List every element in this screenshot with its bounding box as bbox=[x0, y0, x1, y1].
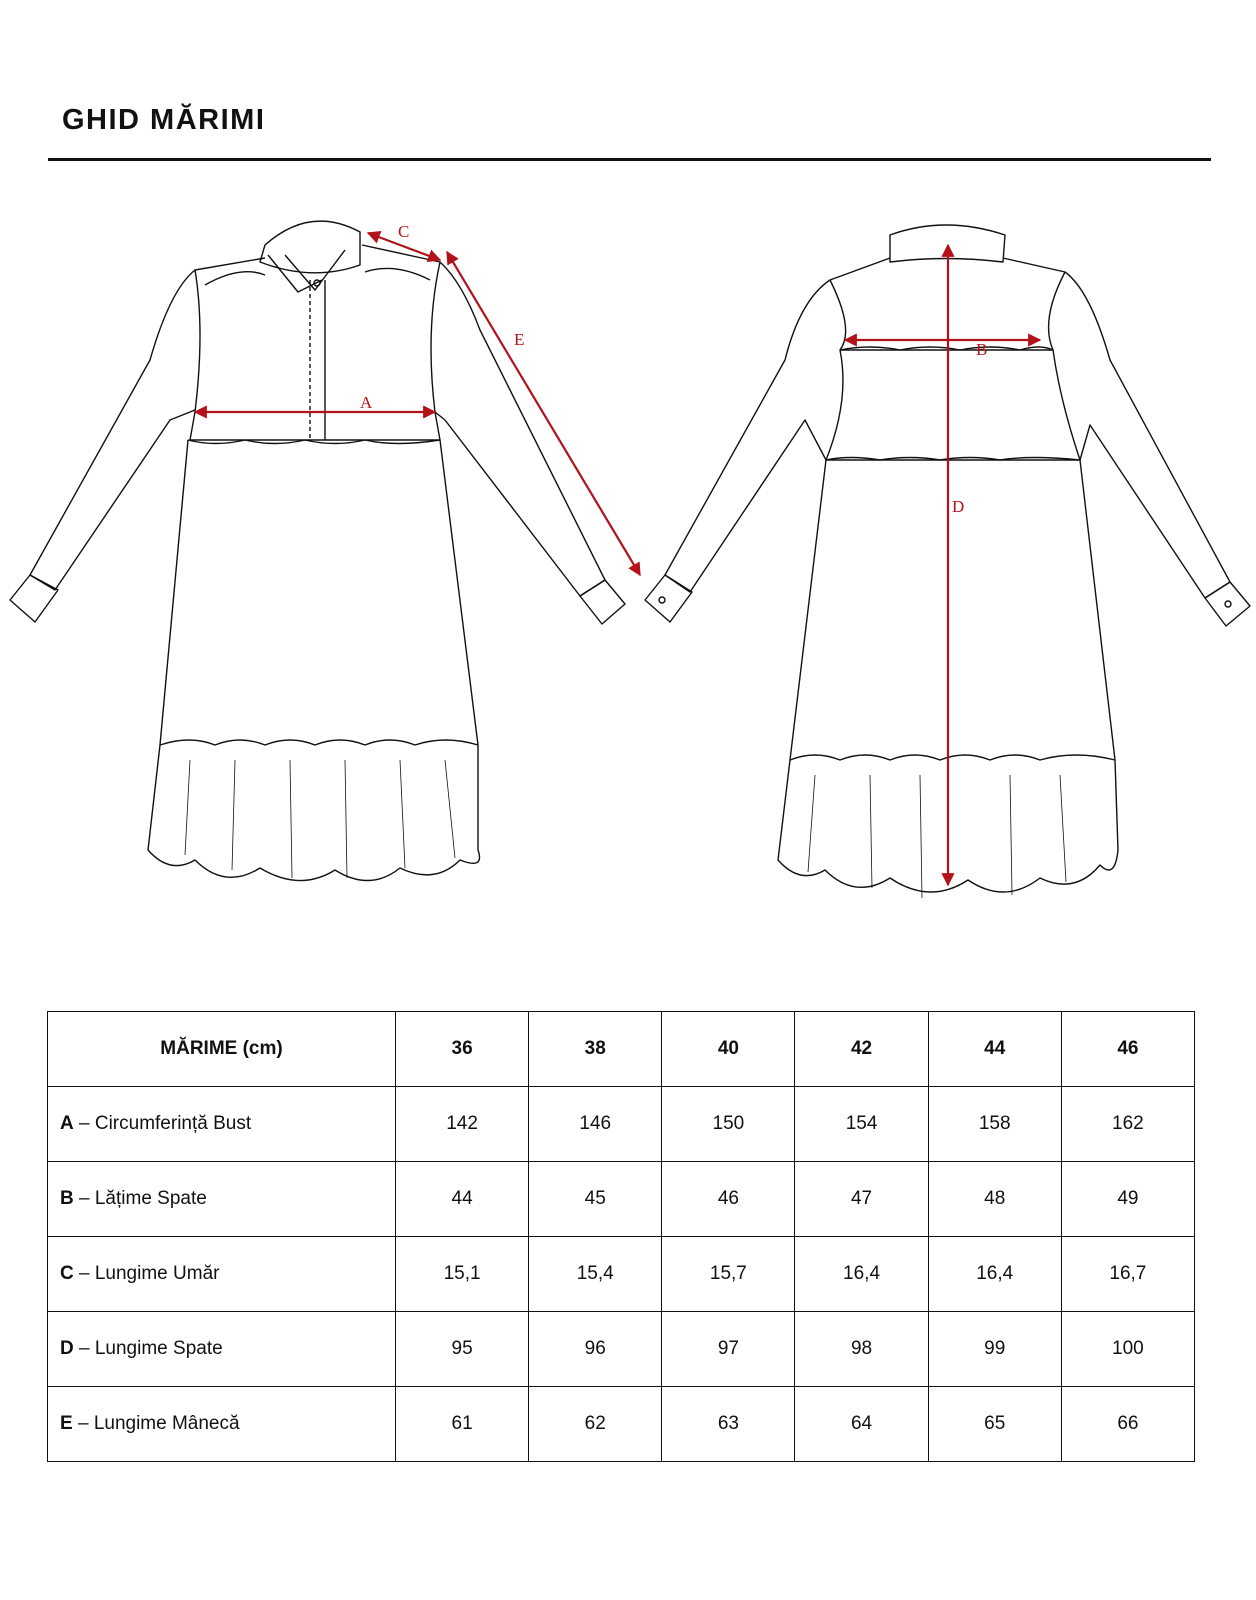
row-name: – Circumferință Bust bbox=[79, 1113, 252, 1134]
front-ruffle bbox=[148, 745, 480, 881]
row-code: A bbox=[60, 1113, 74, 1134]
table-header-size: 36 bbox=[396, 1012, 529, 1087]
table-cell: 61 bbox=[396, 1387, 529, 1462]
measure-line-e bbox=[447, 252, 640, 575]
measure-label-e: E bbox=[514, 330, 525, 349]
title-divider bbox=[48, 158, 1211, 161]
row-label bbox=[48, 1387, 396, 1462]
dress-technical-drawing bbox=[0, 195, 1256, 930]
measure-label-c: C bbox=[398, 222, 410, 241]
table-cell: 63 bbox=[662, 1387, 795, 1462]
table-row bbox=[48, 1312, 1195, 1387]
table-cell: 158 bbox=[928, 1087, 1061, 1162]
table-cell: 16,7 bbox=[1061, 1237, 1194, 1312]
row-label bbox=[48, 1087, 396, 1162]
front-collar bbox=[260, 221, 360, 273]
back-right-cuff bbox=[1205, 582, 1250, 626]
page-title: GHID MĂRIMI bbox=[62, 104, 266, 136]
table-header-size: 38 bbox=[529, 1012, 662, 1087]
measurement-lines bbox=[195, 233, 1040, 885]
table-cell: 47 bbox=[795, 1162, 928, 1237]
table-row bbox=[48, 1087, 1195, 1162]
front-skirt bbox=[160, 440, 478, 745]
row-code: C bbox=[60, 1263, 74, 1284]
row-code: B bbox=[60, 1188, 74, 1209]
table-header-size: 42 bbox=[795, 1012, 928, 1087]
table-row bbox=[48, 1162, 1195, 1237]
table-cell: 162 bbox=[1061, 1087, 1194, 1162]
table-cell: 62 bbox=[529, 1387, 662, 1462]
back-left-sleeve bbox=[665, 280, 830, 592]
front-right-sleeve bbox=[435, 262, 605, 596]
table-cell: 97 bbox=[662, 1312, 795, 1387]
table-cell: 146 bbox=[529, 1087, 662, 1162]
cuff-button-icon bbox=[659, 597, 665, 603]
row-name: – Lungime Mânecă bbox=[77, 1413, 240, 1434]
row-name: – Lungime Umăr bbox=[79, 1263, 220, 1284]
row-label bbox=[48, 1162, 396, 1237]
table-row bbox=[48, 1237, 1195, 1312]
table-cell: 48 bbox=[928, 1162, 1061, 1237]
row-name: – Lățime Spate bbox=[79, 1188, 207, 1209]
table-cell: 64 bbox=[795, 1387, 928, 1462]
row-code: D bbox=[60, 1338, 74, 1359]
measure-label-d: D bbox=[952, 497, 965, 516]
table-cell: 16,4 bbox=[795, 1237, 928, 1312]
front-left-sleeve bbox=[30, 270, 195, 590]
table-cell: 150 bbox=[662, 1087, 795, 1162]
front-left-cuff bbox=[10, 575, 58, 622]
table-cell: 99 bbox=[928, 1312, 1061, 1387]
table-cell: 49 bbox=[1061, 1162, 1194, 1237]
table-cell: 15,7 bbox=[662, 1237, 795, 1312]
table-cell: 154 bbox=[795, 1087, 928, 1162]
table-cell: 65 bbox=[928, 1387, 1061, 1462]
table-header-row bbox=[48, 1012, 1195, 1087]
table-cell: 15,1 bbox=[396, 1237, 529, 1312]
front-right-cuff bbox=[580, 580, 625, 624]
dress-front-view bbox=[10, 221, 625, 880]
table-cell: 142 bbox=[396, 1087, 529, 1162]
measure-label-b: B bbox=[976, 340, 988, 359]
table-cell: 66 bbox=[1061, 1387, 1194, 1462]
back-bodice bbox=[826, 350, 1080, 460]
table-cell: 100 bbox=[1061, 1312, 1194, 1387]
row-label bbox=[48, 1237, 396, 1312]
cuff-button-icon bbox=[1225, 601, 1231, 607]
table-cell: 46 bbox=[662, 1162, 795, 1237]
table-header-size: 44 bbox=[928, 1012, 1061, 1087]
back-left-cuff bbox=[645, 575, 692, 622]
table-cell: 95 bbox=[396, 1312, 529, 1387]
row-label bbox=[48, 1312, 396, 1387]
table-row bbox=[48, 1387, 1195, 1462]
size-table bbox=[47, 1011, 1195, 1462]
row-name: – Lungime Spate bbox=[79, 1338, 223, 1359]
table-cell: 44 bbox=[396, 1162, 529, 1237]
row-code: E bbox=[60, 1413, 73, 1434]
table-cell: 45 bbox=[529, 1162, 662, 1237]
table-header-size: 40 bbox=[662, 1012, 795, 1087]
table-header-size: 46 bbox=[1061, 1012, 1194, 1087]
table-cell: 98 bbox=[795, 1312, 928, 1387]
table-header-label: MĂRIME (cm) bbox=[48, 1012, 396, 1087]
table-cell: 15,4 bbox=[529, 1237, 662, 1312]
measure-label-a: A bbox=[360, 393, 373, 412]
table-cell: 16,4 bbox=[928, 1237, 1061, 1312]
table-cell: 96 bbox=[529, 1312, 662, 1387]
